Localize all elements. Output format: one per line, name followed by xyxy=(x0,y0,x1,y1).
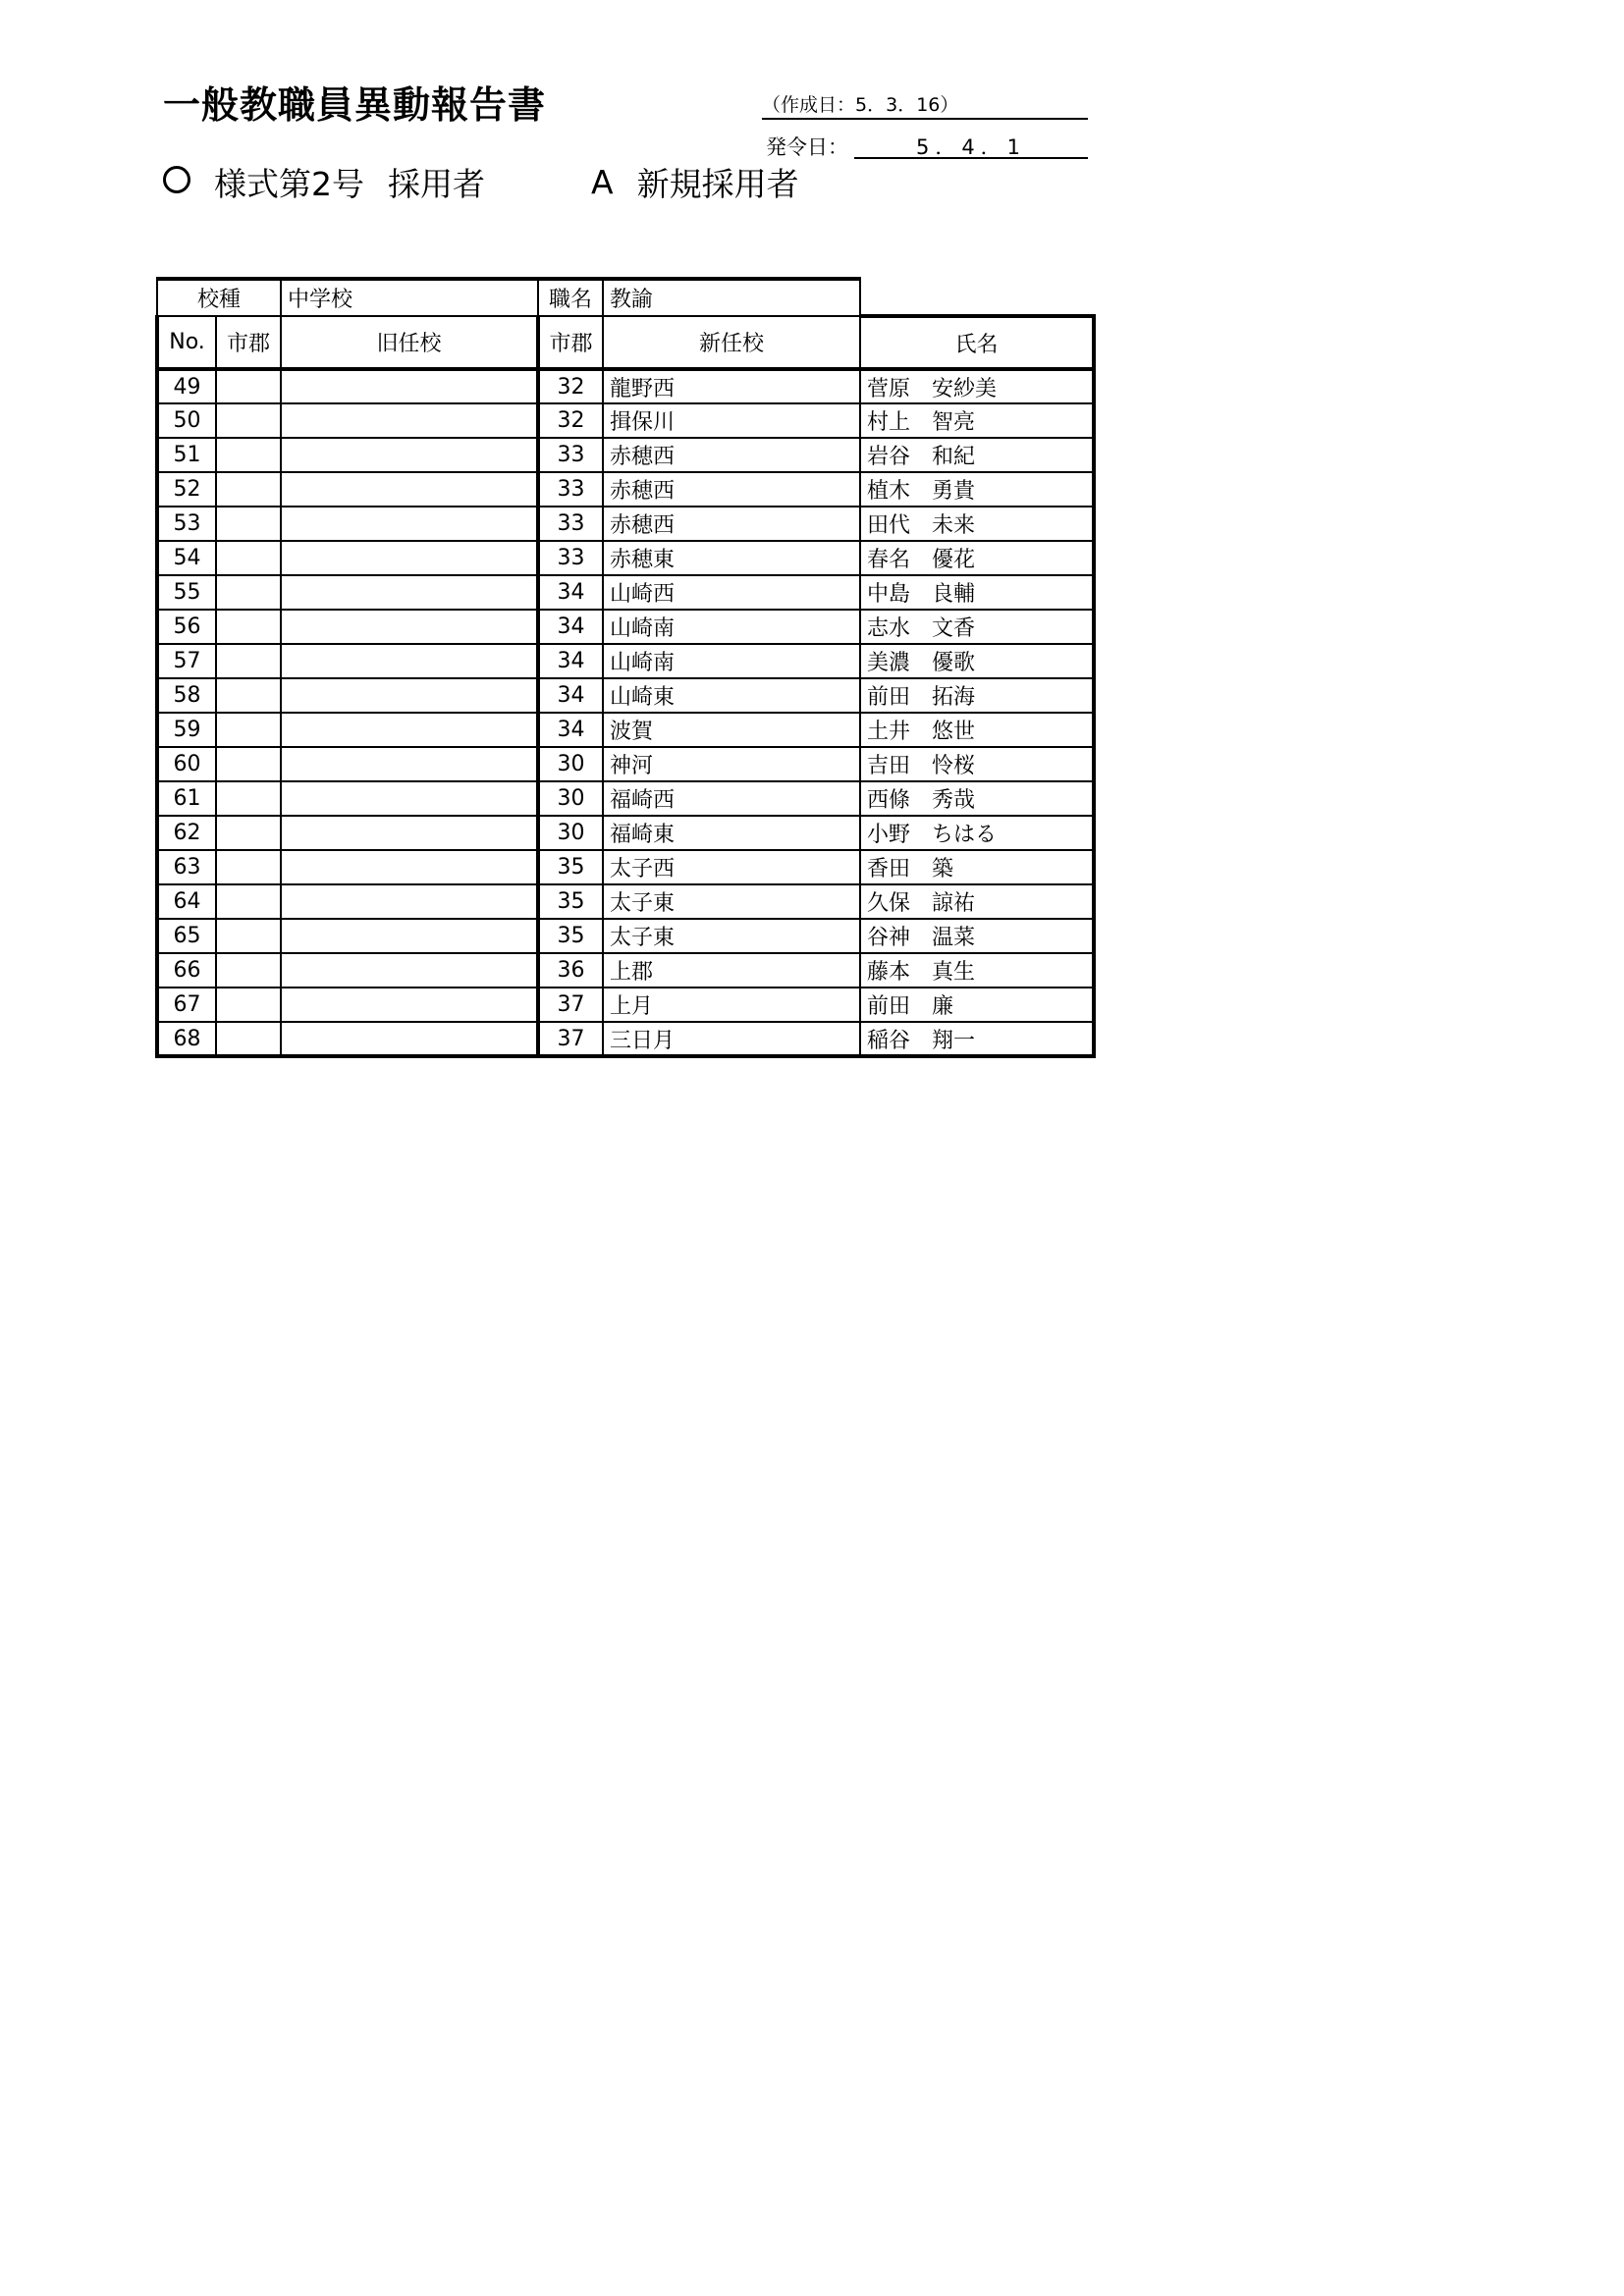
cell-new-city: 34 xyxy=(538,644,603,678)
cell-old-city xyxy=(216,507,281,541)
cell-no: 53 xyxy=(157,507,216,541)
cell-new-city: 30 xyxy=(538,816,603,850)
form-subtype-letter: A xyxy=(591,163,614,201)
header-new-school: 新任校 xyxy=(603,316,860,369)
issued-date-underline xyxy=(854,130,1088,159)
form-heading xyxy=(163,159,799,205)
header-row xyxy=(157,316,1094,369)
school-type-value: 中学校 xyxy=(281,279,538,316)
cell-no: 68 xyxy=(157,1022,216,1056)
created-date xyxy=(762,90,1088,120)
cell-new-city: 30 xyxy=(538,747,603,781)
staff-table xyxy=(155,277,1096,1058)
circle-mark-icon xyxy=(163,166,190,193)
cell-old-school xyxy=(281,575,538,610)
cell-new-city: 34 xyxy=(538,713,603,747)
cell-new-city: 33 xyxy=(538,438,603,472)
cell-no: 50 xyxy=(157,403,216,438)
cell-old-school xyxy=(281,988,538,1022)
cell-new-city: 32 xyxy=(538,403,603,438)
cell-old-school xyxy=(281,438,538,472)
cell-new-school: 龍野西 xyxy=(603,369,860,403)
cell-no: 51 xyxy=(157,438,216,472)
cell-no: 60 xyxy=(157,747,216,781)
cell-name: 稲谷 翔一 xyxy=(860,1022,1094,1056)
header-old-school: 旧任校 xyxy=(281,316,538,369)
cell-new-school: 赤穂西 xyxy=(603,438,860,472)
cell-name: 前田 拓海 xyxy=(860,678,1094,713)
cell-no: 62 xyxy=(157,816,216,850)
table-row xyxy=(157,884,1094,919)
cell-no: 56 xyxy=(157,610,216,644)
cell-old-city xyxy=(216,369,281,403)
cell-old-school xyxy=(281,919,538,953)
cell-old-city xyxy=(216,1022,281,1056)
created-date-label: （作成日： xyxy=(762,94,856,116)
cell-name: 志水 文香 xyxy=(860,610,1094,644)
cell-old-school xyxy=(281,678,538,713)
cell-old-city xyxy=(216,781,281,816)
table-row xyxy=(157,1022,1094,1056)
issued-date xyxy=(762,130,1088,159)
cell-old-city xyxy=(216,816,281,850)
cell-old-city xyxy=(216,713,281,747)
cell-old-city xyxy=(216,988,281,1022)
cell-no: 52 xyxy=(157,472,216,507)
cell-name: 小野 ちはる xyxy=(860,816,1094,850)
table-row xyxy=(157,575,1094,610)
cell-name: 前田 廉 xyxy=(860,988,1094,1022)
cell-new-city: 32 xyxy=(538,369,603,403)
cell-new-school: 上郡 xyxy=(603,953,860,988)
cell-new-city: 33 xyxy=(538,472,603,507)
table-row xyxy=(157,747,1094,781)
meta-blank-cell xyxy=(860,279,1094,316)
cell-old-school xyxy=(281,507,538,541)
cell-old-city xyxy=(216,919,281,953)
cell-new-school: 山崎東 xyxy=(603,678,860,713)
header-no: No. xyxy=(157,316,216,369)
cell-new-school: 山崎南 xyxy=(603,644,860,678)
cell-no: 64 xyxy=(157,884,216,919)
cell-old-school xyxy=(281,953,538,988)
cell-old-city xyxy=(216,850,281,884)
cell-old-school xyxy=(281,644,538,678)
cell-old-city xyxy=(216,644,281,678)
position-label: 職名 xyxy=(538,279,603,316)
cell-new-school: 福崎東 xyxy=(603,816,860,850)
cell-new-city: 34 xyxy=(538,610,603,644)
table-row xyxy=(157,610,1094,644)
cell-new-city: 36 xyxy=(538,953,603,988)
cell-old-city xyxy=(216,747,281,781)
table-row xyxy=(157,644,1094,678)
cell-no: 55 xyxy=(157,575,216,610)
header-old-city: 市郡 xyxy=(216,316,281,369)
cell-old-school xyxy=(281,610,538,644)
form-subtype: 新規採用者 xyxy=(636,165,799,203)
table-row xyxy=(157,919,1094,953)
cell-new-school: 揖保川 xyxy=(603,403,860,438)
cell-no: 57 xyxy=(157,644,216,678)
cell-no: 65 xyxy=(157,919,216,953)
cell-old-city xyxy=(216,575,281,610)
cell-old-city xyxy=(216,610,281,644)
cell-name: 田代 未来 xyxy=(860,507,1094,541)
cell-old-school xyxy=(281,713,538,747)
cell-old-school xyxy=(281,472,538,507)
table-row xyxy=(157,541,1094,575)
cell-no: 66 xyxy=(157,953,216,988)
cell-new-school: 赤穂西 xyxy=(603,507,860,541)
table-row xyxy=(157,438,1094,472)
cell-new-school: 太子東 xyxy=(603,919,860,953)
cell-new-school: 神河 xyxy=(603,747,860,781)
cell-name: 藤本 真生 xyxy=(860,953,1094,988)
cell-new-city: 35 xyxy=(538,884,603,919)
table-row xyxy=(157,472,1094,507)
cell-name: 吉田 怜桜 xyxy=(860,747,1094,781)
cell-name: 植木 勇貴 xyxy=(860,472,1094,507)
cell-old-school xyxy=(281,747,538,781)
cell-new-city: 35 xyxy=(538,850,603,884)
cell-new-city: 35 xyxy=(538,919,603,953)
meta-row xyxy=(157,279,1094,316)
cell-new-school: 赤穂西 xyxy=(603,472,860,507)
cell-old-school xyxy=(281,850,538,884)
cell-old-school xyxy=(281,403,538,438)
cell-no: 61 xyxy=(157,781,216,816)
cell-new-city: 30 xyxy=(538,781,603,816)
cell-new-school: 波賀 xyxy=(603,713,860,747)
cell-new-school: 山崎西 xyxy=(603,575,860,610)
cell-new-school: 上月 xyxy=(603,988,860,1022)
form-number: 様式第2号 xyxy=(214,165,364,203)
table-row xyxy=(157,678,1094,713)
position-value: 教諭 xyxy=(603,279,860,316)
cell-no: 63 xyxy=(157,850,216,884)
cell-name: 中島 良輔 xyxy=(860,575,1094,610)
cell-name: 香田 築 xyxy=(860,850,1094,884)
cell-old-school xyxy=(281,541,538,575)
cell-name: 美濃 優歌 xyxy=(860,644,1094,678)
cell-no: 54 xyxy=(157,541,216,575)
cell-old-school xyxy=(281,781,538,816)
cell-old-school xyxy=(281,816,538,850)
issued-date-label: 発令日： xyxy=(766,135,848,159)
cell-old-city xyxy=(216,884,281,919)
table-row xyxy=(157,816,1094,850)
table-row xyxy=(157,988,1094,1022)
header-new-city: 市郡 xyxy=(538,316,603,369)
cell-old-school xyxy=(281,369,538,403)
cell-new-city: 34 xyxy=(538,575,603,610)
cell-new-school: 三日月 xyxy=(603,1022,860,1056)
cell-new-school: 太子西 xyxy=(603,850,860,884)
cell-old-city xyxy=(216,678,281,713)
cell-old-city xyxy=(216,403,281,438)
school-type-label: 校種 xyxy=(157,279,281,316)
cell-old-city xyxy=(216,438,281,472)
table-row xyxy=(157,953,1094,988)
cell-no: 67 xyxy=(157,988,216,1022)
created-date-value: 5．3．16） xyxy=(855,94,959,116)
issued-date-value: 5．4．1 xyxy=(915,135,1027,159)
cell-new-city: 34 xyxy=(538,678,603,713)
table-row xyxy=(157,507,1094,541)
cell-name: 菅原 安紗美 xyxy=(860,369,1094,403)
cell-new-city: 33 xyxy=(538,507,603,541)
cell-new-city: 37 xyxy=(538,1022,603,1056)
header-name: 氏名 xyxy=(860,316,1094,369)
table-row xyxy=(157,403,1094,438)
cell-name: 岩谷 和紀 xyxy=(860,438,1094,472)
cell-old-school xyxy=(281,1022,538,1056)
cell-new-city: 37 xyxy=(538,988,603,1022)
cell-name: 春名 優花 xyxy=(860,541,1094,575)
cell-old-city xyxy=(216,472,281,507)
cell-no: 49 xyxy=(157,369,216,403)
table-row xyxy=(157,369,1094,403)
cell-new-school: 福崎西 xyxy=(603,781,860,816)
cell-no: 59 xyxy=(157,713,216,747)
cell-new-school: 赤穂東 xyxy=(603,541,860,575)
table-row xyxy=(157,781,1094,816)
form-category: 採用者 xyxy=(388,165,485,203)
cell-name: 土井 悠世 xyxy=(860,713,1094,747)
table-row xyxy=(157,713,1094,747)
cell-new-city: 33 xyxy=(538,541,603,575)
cell-old-city xyxy=(216,953,281,988)
cell-name: 西條 秀哉 xyxy=(860,781,1094,816)
cell-new-school: 山崎南 xyxy=(603,610,860,644)
cell-name: 谷神 温菜 xyxy=(860,919,1094,953)
cell-old-school xyxy=(281,884,538,919)
cell-old-city xyxy=(216,541,281,575)
document-title: 一般教職員異動報告書 xyxy=(163,83,547,127)
table-row xyxy=(157,850,1094,884)
cell-new-school: 太子東 xyxy=(603,884,860,919)
cell-no: 58 xyxy=(157,678,216,713)
cell-name: 村上 智亮 xyxy=(860,403,1094,438)
cell-name: 久保 諒祐 xyxy=(860,884,1094,919)
